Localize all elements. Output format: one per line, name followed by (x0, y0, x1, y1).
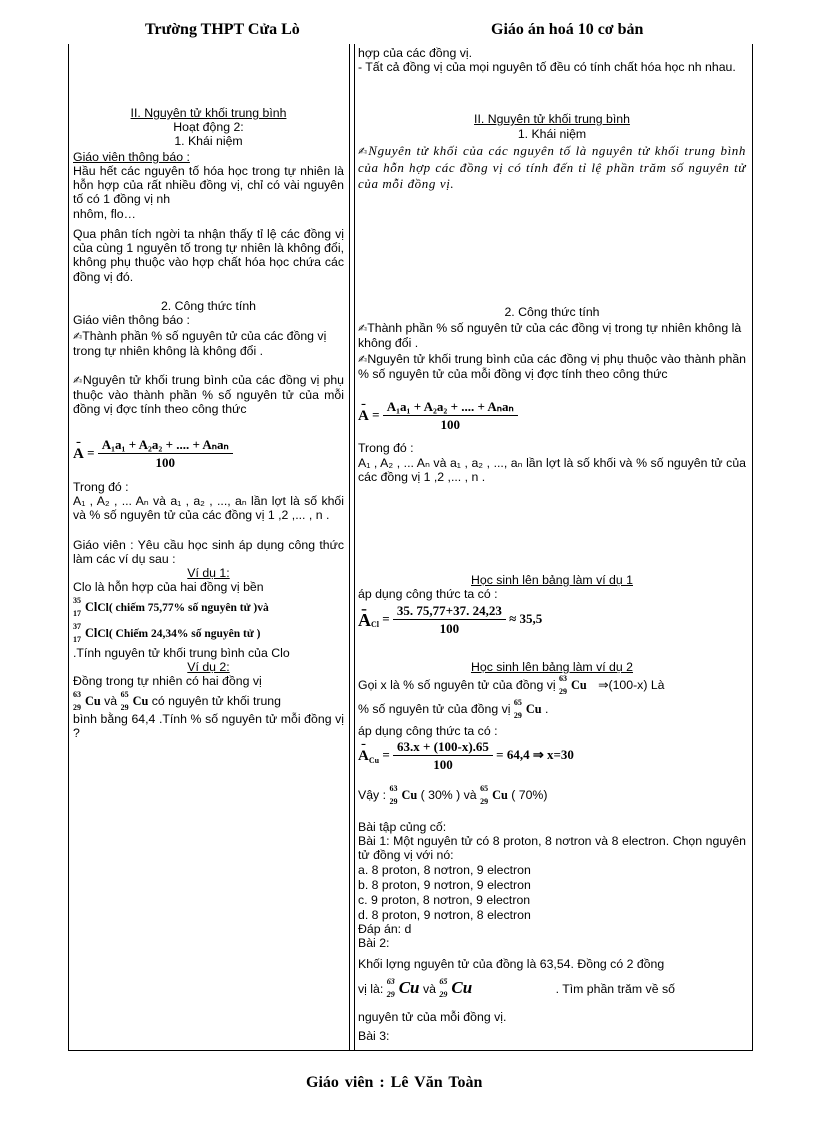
pen-icon: ✍ (73, 330, 83, 343)
formula-numerator: A₁a₁ + A₂a₂ + .... + Aₙaₙ (383, 400, 518, 416)
bullet-text: Nguyên tử khối trung bình của các đồng vị phụ thuộc vào thành phần % số nguyên tử của mỗi đồng vị đợc tính theo công thức (73, 373, 344, 417)
calc-numerator: 35. 75,77+37. 24,23 (393, 604, 506, 620)
definition (358, 143, 746, 192)
formula-heading: 2. Công thức tính (160, 299, 257, 313)
bullet-constant (73, 329, 344, 358)
paragraph-1: Hầu hết các nguyên tố hóa học trong tự nhiên là hỗn hợp của rất nhiều đồng vị, chỉ có vài nguyên tố có 1 đồng vị nh (73, 164, 344, 207)
example-2-solution-title: Học sinh lên bảng làm ví dụ 2 (470, 660, 633, 674)
paragraph-1-end: nhôm, flo… (73, 207, 136, 221)
answer-line: Vậy : 63 29 Cu ( 30% ) và 65 29 Cu ( 70%) (358, 784, 548, 806)
bullet-text: Nguyên tử khối trung bình của các đồng vị phụ thuộc vào thành phần % số nguyên tử của mỗi đồng vị đợc tính theo công thức (358, 352, 747, 382)
bullet-constant-right (358, 321, 746, 350)
cl35-text: Cl( chiếm 75,77% số nguyên tử )và (97, 602, 269, 614)
example-1-calc: - $A_{Cl}$ = $\frac{35. 75,77+37. 24,23}{100}$ ≈ 35,5 (358, 604, 746, 636)
exercise-1: Bài 1: Một nguyên tử có 8 proton, 8 nơtron và 8 electron. Chọn nguyên tử đồng vị với nó: (358, 834, 746, 863)
pen-icon: ✍ (73, 374, 83, 387)
example-1-question: .Tính nguyên tử khối trung bình của Clo (73, 646, 290, 660)
option-d: d. 8 proton, 9 nơtron, 8 electron (358, 908, 531, 922)
formula-numerator: A₁a₁ + A₂a₂ + .... + Aₙaₙ (98, 438, 233, 454)
formula: - A = $\frac{\text{A₁a₁ + A₂a₂ + .... + Aₙaₙ}}{100}$ (73, 438, 344, 470)
example-2-solution-line-2: % số nguyên tử của đồng vị 65 29 Cu . (358, 698, 549, 720)
cu65-isotope: 65 29 Cu (513, 698, 542, 720)
where-text-right: A₁ , A₂ , ... Aₙ và a₁ , a₂ , ..., aₙ lần lợt là số khối và % số nguyên tử của các đồng vị 1 ,2 ,... , n . (358, 456, 746, 485)
section-title-right: II. Nguyên tử khối trung bình (474, 112, 630, 126)
example-1-solution-title: Học sinh lên bảng làm ví dụ 1 (470, 573, 633, 587)
cu65-isotope: 65 29 Cu (120, 690, 149, 712)
option-c: c. 9 proton, 8 nơtron, 9 electron (358, 893, 531, 907)
example-2-line-2: 63 29 Cu và 65 29 Cu có nguyên tử khối trung (73, 690, 281, 712)
example-1-text: Clo là hỗn hợp của hai đồng vị bền (73, 580, 264, 594)
cu63-isotope: 63 29 Cu (389, 784, 418, 806)
option-b: b. 8 proton, 9 nơtron, 9 electron (358, 878, 531, 892)
example-1-apply: áp dụng công thức ta có : (358, 587, 498, 601)
example-2-line-3: bình bằng 64,4 .Tính % số nguyên tử mỗi đồng vị ? (73, 712, 344, 741)
bullet-average (73, 373, 344, 417)
where-text: A₁ , A₂ , ... Aₙ và a₁ , a₂ , ..., aₙ lần lợt là số khối và % số nguyên tử của các đồng vị 1 ,2 ,... , n . (73, 494, 344, 523)
cu65-isotope: 65 29 Cu (439, 977, 473, 999)
example-2-calc: - $A_{Cu}$ = $\frac{63.x + (100-x).65}{100}$ = 64,4 ⇒ x=30 (358, 740, 746, 772)
formula-denominator: 100 (440, 417, 460, 433)
cl37-isotope: 37 17 Cl (73, 622, 98, 644)
concept-heading: 1. Khái niệm (174, 134, 243, 148)
task-text: Giáo viên : Yêu cầu học sinh áp dụng công thức làm các ví dụ sau : (73, 538, 344, 567)
bullet-text: Thành phần % số nguyên tử của các đồng vị trong tự nhiên không là không đổi . (358, 321, 742, 351)
paragraph-2: Qua phân tích ngời ta nhận thấy tỉ lệ các đồng vị của cùng 1 nguyên tố trong tự nhiên là không đổi, không phụ thuộc vào hợp chất hóa học chứa các đồng vị đó. (73, 227, 344, 284)
pen-icon: ✍ (358, 353, 368, 366)
pen-icon: ✍ (358, 145, 369, 158)
section-title: II. Nguyên tử khối trung bình (130, 106, 287, 120)
practice-heading: Bài tập củng cố: (358, 820, 447, 834)
teacher-note-2: Giáo viên thông báo : (73, 313, 190, 327)
definition-text: Nguyên tử khối của các nguyên tố là nguyên tử khối trung bình của hỗn hợp các đồng vị có tính đến tỉ lệ phần trăm số nguyên tử của mỗi đồng vị. (358, 143, 747, 191)
bullet-text: Thành phần % số nguyên tử của các đồng vị trong tự nhiên không là không đổi . (73, 329, 327, 359)
example-2-title: Ví dụ 2: (187, 660, 230, 674)
calc-result: ≈ 35,5 (509, 611, 543, 627)
lesson-table (68, 44, 753, 1051)
formula-right: - A = $\frac{\text{A₁a₁ + A₂a₂ + .... + Aₙaₙ}}{100}$ (358, 400, 746, 432)
bullet-average-right (358, 352, 746, 381)
calc-result: = 64,4 ⇒ x=30 (496, 747, 574, 763)
cu63-isotope: 63 29 Cu (386, 977, 420, 999)
cu63-isotope: 63 29 Cu (73, 690, 101, 712)
where-label: Trong đó : (73, 480, 129, 494)
top-line-2: - Tất cả đồng vị của mọi nguyên tố đều có tính chất hóa học nh nhau. (358, 60, 736, 74)
a-bar: - A (358, 409, 369, 423)
example-1-title: Ví dụ 1: (187, 566, 230, 580)
formula-denominator: 100 (155, 455, 175, 471)
a-bar: - A (73, 447, 84, 461)
column-divider (349, 44, 355, 1050)
cl37-text: Cl( Chiếm 24,34% số nguyên tử ) (97, 628, 261, 640)
calc-denominator: 100 (433, 757, 453, 773)
calc-denominator: 100 (439, 621, 460, 637)
example-2-line-1: Đồng trong tự nhiên có hai đồng vị (73, 674, 262, 688)
example-2-solution-line-1: Gọi x là % số nguyên tử của đồng vị 63 29 Cu ⇒(100-x) Là (358, 674, 665, 696)
calc-numerator: 63.x + (100-x).65 (393, 740, 493, 756)
cu65-isotope: 65 29 Cu (480, 784, 508, 806)
top-line-1: hợp của các đồng vị. (358, 46, 473, 60)
teacher-column (73, 44, 344, 1050)
formula-heading-right: 2. Công thức tính (504, 305, 600, 319)
option-a: a. 8 proton, 8 nơtron, 9 electron (358, 863, 531, 877)
lesson-title: Giáo án hoá 10 cơ bản (491, 21, 644, 38)
a-bar: - A (358, 749, 369, 763)
exercise-2-line-3: nguyên tử của mỗi đồng vị. (358, 1010, 507, 1024)
example-2-apply: áp dụng công thức ta có : (358, 724, 498, 738)
answer-key: Đáp án: d (358, 922, 412, 936)
teacher-note: Giáo viên thông báo : (73, 150, 190, 164)
exercise-2-label: Bài 2: (358, 936, 390, 950)
school-name: Trường THPT Cửa Lò (145, 21, 300, 38)
a-bar: - A (358, 613, 371, 627)
student-column (358, 44, 746, 1050)
cl35-line (73, 596, 344, 618)
activity-label: Hoạt động 2: (173, 120, 244, 134)
teacher-signature: Giáo viên : Lê Văn Toàn (306, 1074, 483, 1091)
pen-icon: ✍ (358, 322, 368, 335)
concept-heading-right: 1. Khái niệm (517, 127, 587, 141)
where-label-right: Trong đó : (358, 441, 414, 455)
exercise-2-line-2: vị là: 63 29 Cu và 65 29 Cu . Tìm phần trăm về số (358, 977, 675, 999)
cl37-line (73, 622, 344, 644)
exercise-3-label: Bài 3: (358, 1029, 390, 1043)
cl35-isotope: 35 17 Cl (73, 596, 98, 618)
cu63-isotope: 63 29 Cu (559, 674, 587, 696)
exercise-2-line-1: Khối lợng nguyên tử của đồng là 63,54. Đồng có 2 đồng (358, 957, 665, 971)
